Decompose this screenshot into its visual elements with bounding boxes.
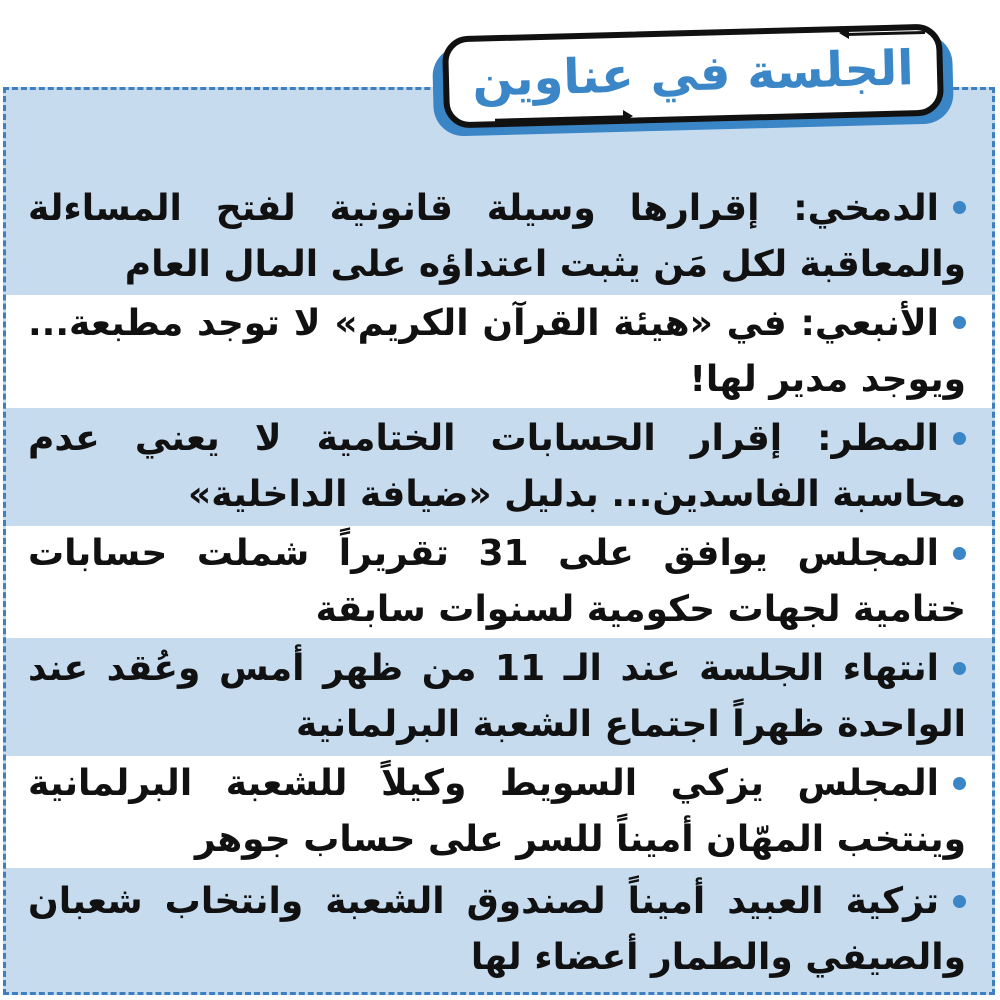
headline-item	[6, 178, 992, 295]
headline-text: المجلس يوافق على 31 تقريراً شملت حسابات ختامية لجهات حكومية لسنوات سابقة	[28, 533, 966, 630]
headline-item	[6, 408, 992, 526]
badge-arrow-tip	[623, 110, 633, 122]
page-title: الجلسة في عناوين	[471, 40, 915, 108]
headline-text: الدمخي: إقرارها وسيلة قانونية لفتح المساءلة والمعاقبة لكل مَن يثبت اعتداؤه على المال العام	[28, 187, 966, 285]
headline-item	[6, 756, 992, 868]
headline-text: المجلس يزكي السويط وكيلاً للشعبة البرلمانية وينتخب المهّان أميناً للسر على حساب جوهر	[28, 763, 966, 860]
headline-item	[6, 526, 992, 638]
bullet-icon	[953, 201, 966, 214]
bullet-icon	[953, 662, 966, 675]
headline-text: الأنبعي: في «هيئة القرآن الكريم» لا توجد مطبعة... ويوجد مدير لها!	[28, 302, 966, 400]
bullet-icon	[953, 895, 966, 908]
headline-item	[6, 638, 992, 756]
heading-badge	[425, 10, 965, 145]
bullet-icon	[953, 547, 966, 560]
badge-arrow-tip	[839, 27, 849, 39]
headline-item	[6, 295, 992, 408]
headlines-panel	[3, 87, 995, 995]
headline-text: انتهاء الجلسة عند الـ 11 من ظهر أمس وعُقد عند الواحدة ظهراً اجتماع الشعبة البرلمانية	[28, 648, 966, 745]
headline-text: المطر: إقرار الحسابات الختامية لا يعني عدم محاسبة الفاسدين... بدليل «ضيافة الداخلية»	[28, 418, 966, 515]
bullet-icon	[953, 432, 966, 445]
bullet-icon	[953, 777, 966, 790]
bullet-icon	[953, 316, 966, 329]
headline-item	[6, 868, 992, 992]
badge-box	[442, 23, 944, 128]
headline-text: تزكية العبيد أميناً لصندوق الشعبة وانتخاب شعبان والصيفي والطمار أعضاء لها	[28, 881, 966, 978]
